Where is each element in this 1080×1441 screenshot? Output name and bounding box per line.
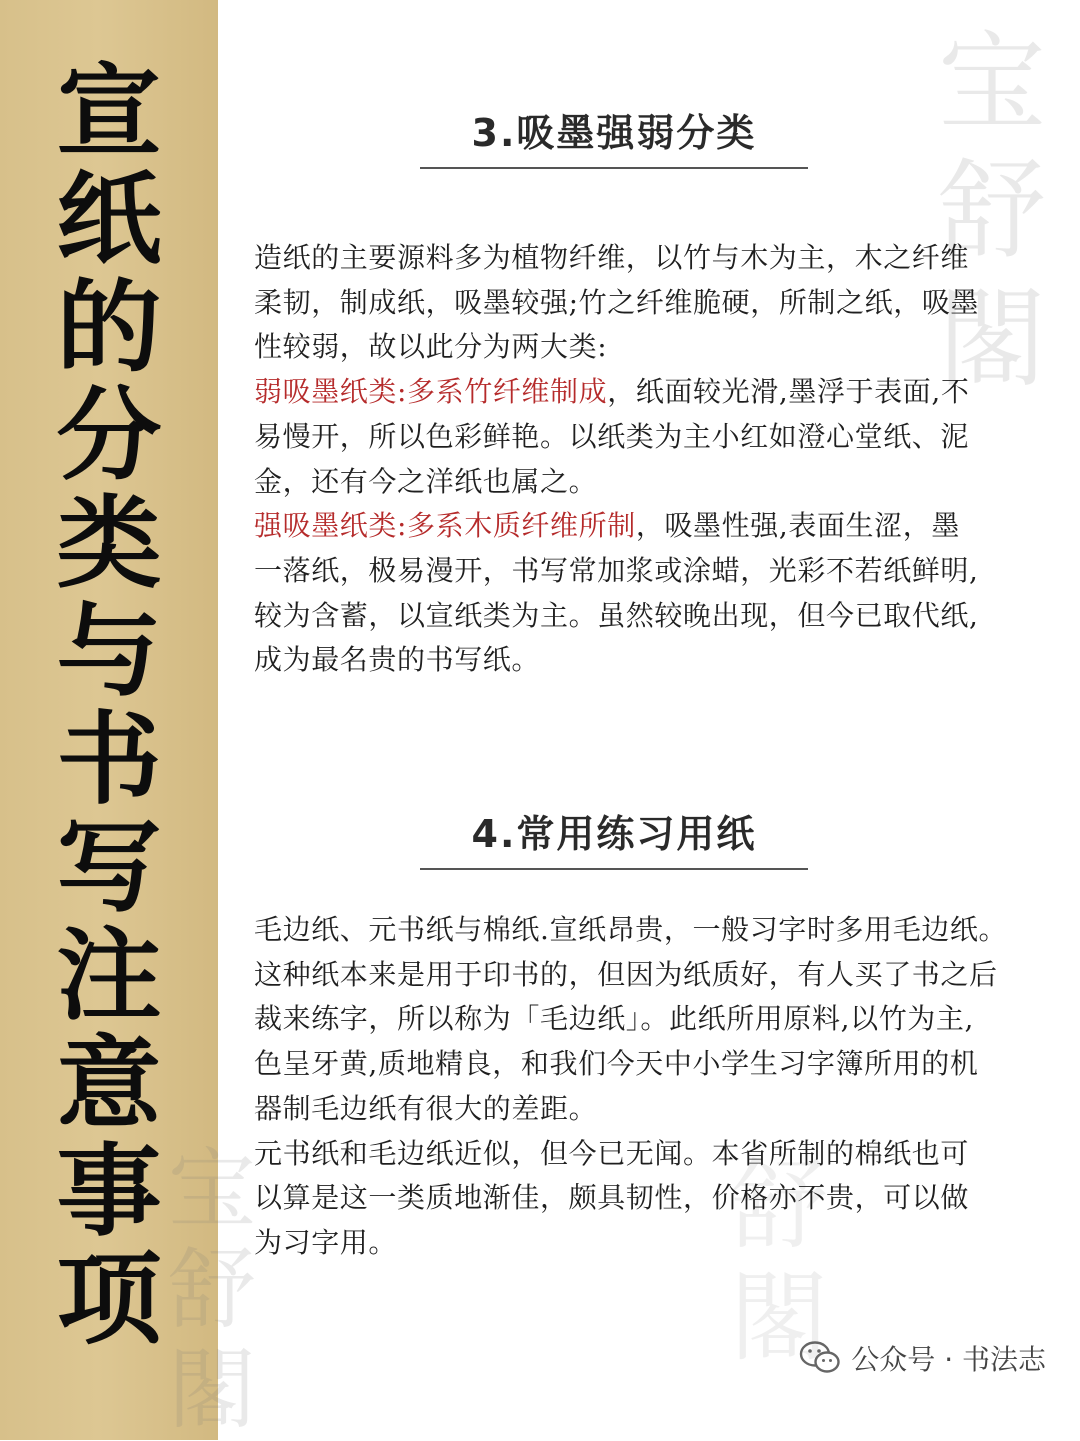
paragraph-ink-absorption <box>254 236 1064 683</box>
section-heading-practice-paper <box>420 803 808 870</box>
text-line: 这种纸本来是用于印书的，但因为纸质好，有人买了书之后 <box>254 957 998 991</box>
watermark-char: 閣 <box>937 277 1046 402</box>
text-line: 毛边纸、元书纸与棉纸.宣纸昂贵，一般习字时多用毛边纸。 <box>254 913 1008 946</box>
watermark-char: 舒 <box>730 1149 829 1263</box>
heading-underline <box>420 167 808 169</box>
text-line: 元书纸和毛边纸近似，但今已无闻。本省所制的棉纸也可 <box>254 1136 970 1170</box>
text-line: 色呈牙黄,质地精良，和我们今天中小学生习字簿所用的机 <box>254 1047 979 1081</box>
text-line: 一落纸，极易漫开，书写常加浆或涂蜡，光彩不若纸鲜明, <box>254 553 979 587</box>
text-line: 器制毛边纸有很大的差距。 <box>254 1091 598 1125</box>
wechat-icon <box>799 1340 841 1376</box>
title-char: 项 <box>56 1241 162 1358</box>
title-sidebar <box>0 0 218 1440</box>
heading-text: 3.吸墨强弱分类 <box>471 111 757 155</box>
text-line: 为习字用。 <box>254 1225 398 1259</box>
vertical-title <box>0 53 218 1358</box>
watermark-char: 閣 <box>730 1261 829 1375</box>
paragraph-practice-paper <box>254 908 1064 1266</box>
title-char: 事 <box>56 1133 162 1250</box>
text-line: 性较弱，故以此分为两大类: <box>254 330 608 364</box>
text-line: 以算是这一类质地渐佳，颇具韧性，价格亦不贵，可以做 <box>254 1181 970 1215</box>
title-char: 书 <box>56 701 162 818</box>
source-footer <box>799 1338 1046 1378</box>
title-char: 类 <box>56 485 162 602</box>
watermark-char: 宝 <box>937 21 1046 146</box>
text-line <box>254 504 1064 549</box>
heading-text: 4.常用练习用纸 <box>471 812 757 856</box>
text-line: 造纸的主要源料多为植物纤维，以竹与木为主，木之纤维 <box>254 241 970 274</box>
title-char: 注 <box>56 917 162 1034</box>
strong-absorption-label: 强吸墨纸类:多系木质纤维所制 <box>254 509 636 543</box>
section-heading-ink-absorption <box>420 102 808 169</box>
weak-absorption-label: 弱吸墨纸类:多系竹纤维制成 <box>254 375 608 409</box>
text-line: 柔韧，制成纸，吸墨较强;竹之纤维脆硬，所制之纸，吸墨 <box>254 285 980 319</box>
text-run: ，纸面较光滑,墨浮于表面,不 <box>607 375 970 409</box>
text-line: 裁来练字，所以称为「毛边纸」。此纸所用原料,以竹为主, <box>254 1002 975 1036</box>
title-char: 意 <box>56 1025 162 1142</box>
footer-text: 公众号 · 书法志 <box>851 1343 1046 1376</box>
text-line <box>254 370 1064 415</box>
text-run: ，吸墨性强,表面生涩，墨 <box>635 509 960 543</box>
title-char: 宣 <box>56 53 162 170</box>
title-char: 纸 <box>56 161 162 278</box>
text-line: 易慢开，所以色彩鲜艳。以纸类为主小红如澄心堂纸、泥 <box>254 419 970 453</box>
title-char: 与 <box>56 593 162 710</box>
watermark-char: 舒 <box>937 149 1046 274</box>
text-line: 较为含蓄，以宣纸类为主。虽然较晚出现，但今已取代纸, <box>254 598 979 632</box>
title-char: 写 <box>56 809 162 926</box>
title-char: 分 <box>56 377 162 494</box>
text-line: 金，还有今之洋纸也属之。 <box>254 464 598 498</box>
text-line: 成为最名贵的书写纸。 <box>254 643 541 677</box>
title-char: 的 <box>56 269 162 386</box>
heading-underline <box>420 868 808 870</box>
